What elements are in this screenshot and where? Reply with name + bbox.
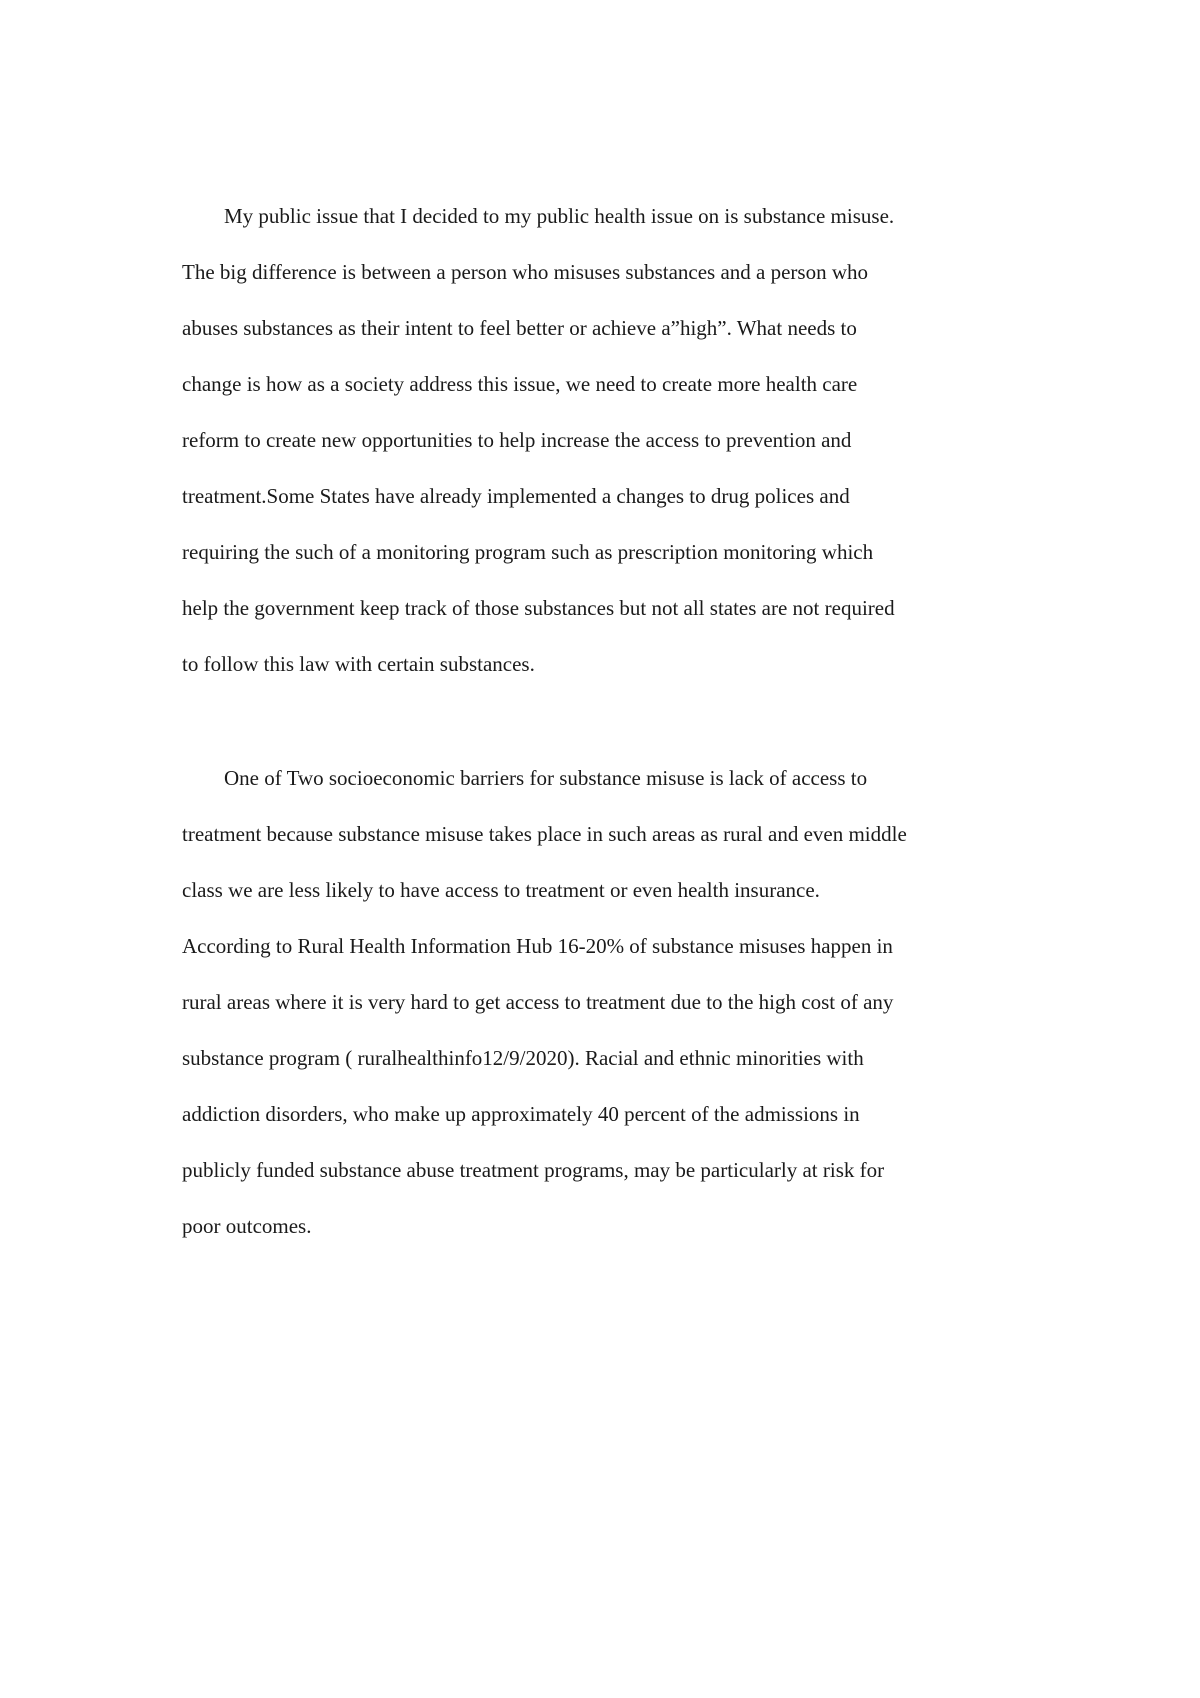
- text-line: class we are less likely to have access to treatment or even health insurance.: [182, 878, 820, 902]
- text-line: One of Two socioeconomic barriers for substance misuse is lack of access to: [224, 766, 868, 790]
- text-line: The big difference is between a person who misuses substances and a person who: [182, 260, 869, 284]
- paragraph-public-health-issue: [182, 196, 895, 700]
- text-line: substance program ( ruralhealthinfo12/9/2020). Racial and ethnic minorities with: [182, 1046, 864, 1070]
- text-line: My public issue that I decided to my public health issue on is substance misuse.: [224, 204, 895, 228]
- text-line: to follow this law with certain substances.: [182, 652, 535, 676]
- text-line: change is how as a society address this issue, we need to create more health care: [182, 372, 858, 396]
- text-line: poor outcomes.: [182, 1214, 312, 1238]
- text-line: treatment.Some States have already implemented a changes to drug polices and: [182, 484, 850, 508]
- text-line: abuses substances as their intent to feel better or achieve a”high”. What needs to: [182, 316, 857, 340]
- paragraph-socioeconomic-barriers: [182, 758, 907, 1262]
- text-line: help the government keep track of those substances but not all states are not required: [182, 596, 895, 620]
- text-line: reform to create new opportunities to help increase the access to prevention and: [182, 428, 852, 452]
- text-line: publicly funded substance abuse treatment programs, may be particularly at risk for: [182, 1158, 885, 1182]
- text-line: addiction disorders, who make up approximately 40 percent of the admissions in: [182, 1102, 860, 1126]
- text-line: treatment because substance misuse takes place in such areas as rural and even middle: [182, 822, 907, 846]
- text-line: rural areas where it is very hard to get access to treatment due to the high cost of any: [182, 990, 894, 1014]
- text-line: requiring the such of a monitoring program such as prescription monitoring which: [182, 540, 874, 564]
- text-line: According to Rural Health Information Hub 16-20% of substance misuses happen in: [182, 934, 893, 958]
